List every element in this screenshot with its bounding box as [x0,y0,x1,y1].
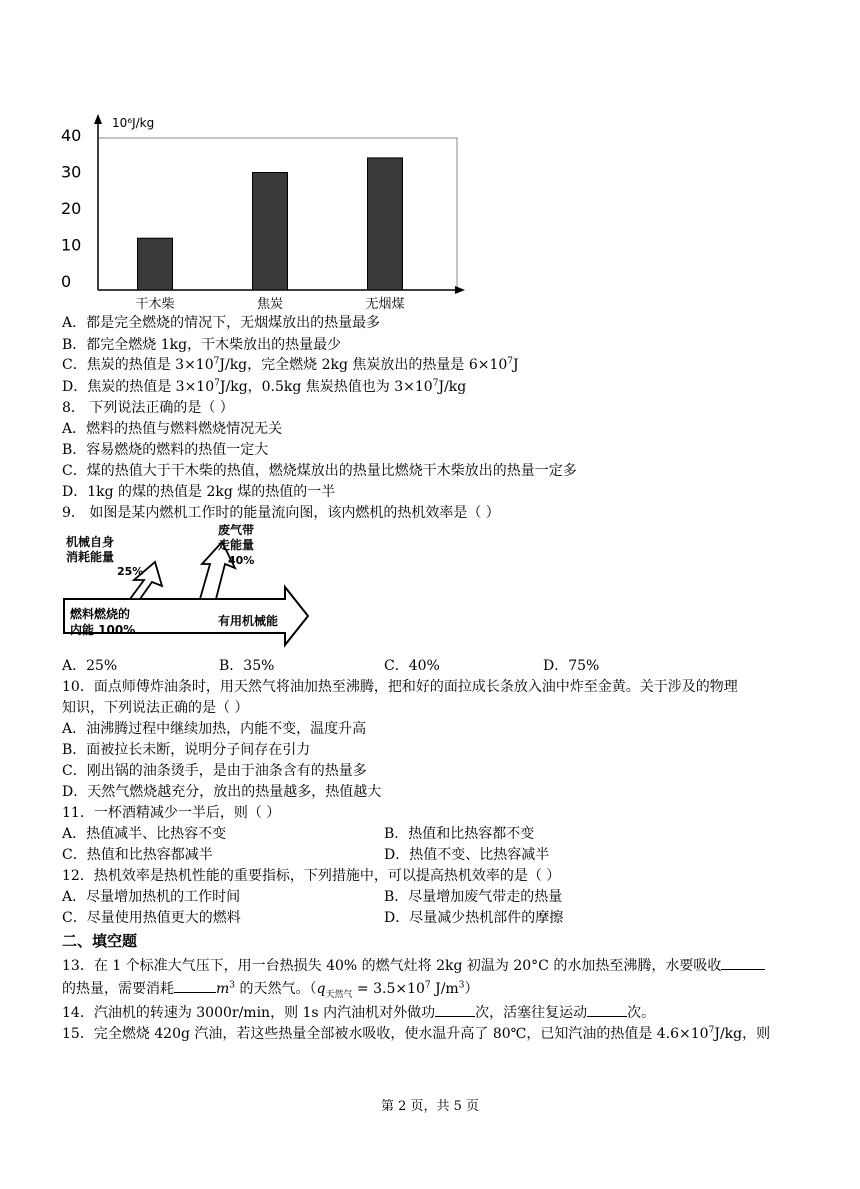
q9-option-b: B．35% [219,658,275,674]
q15-line: 15．完全燃烧 420g 汽油，若这些热量全部被水吸收，使水温升高了 80℃，已知汽油的热值是 $4.6\times 10^7J/kg$，则 [62,1025,771,1042]
q11-option-b: B．热值和比热容都不变 [384,826,535,842]
machine-loss-label-1: 机械自身 [66,535,115,549]
q11-stem: 11．一杯酒精减少一半后，则（ ） [62,805,281,821]
chart-unit-label: 10⁶J/kg [112,116,155,130]
y-tick-label: 0 [61,272,72,291]
y-tick-label: 20 [61,199,82,218]
energy-flow-diagram [60,524,320,659]
q10-option-d: D．天然气燃烧越充分，放出的热量越多，热值越大 [62,784,382,800]
exhaust-label-1: 废气带 [218,524,255,537]
q13-line2: 的热量，需要消耗 $m^3$ 的天然气。（$q_{天然气} = 3.5\times 10^7$ $J/m^3$） [62,978,478,999]
q7-option-c: C．焦炭的热值是 $3\times 10^7J/kg$，完全燃烧 2kg 焦炭放出的热量是 $6\times 10^7J$ [62,356,519,373]
q10-stem-line2: 知识，下列说法正确的是（ ） [62,700,249,716]
q9-option-d: D．75% [543,658,600,674]
q13-line1: 13．在 1 个标准大气压下，用一台热损失 40% 的燃气灶将 2kg 初温为 20°C 的水加热至沸腾，水要吸收 [62,955,765,976]
q7-option-d: D．焦炭的热值是 $3\times 10^7J/kg$，0.5kg 焦炭热值也为 $3\times 10^7J/kg$ [62,378,467,395]
q13-blank-2[interactable] [174,978,216,993]
q10-option-b: B．面被拉长未断，说明分子间存在引力 [62,742,311,758]
q8-stem: 8． 下列说法正确的是（ ） [62,400,234,416]
q11-option-d: D．热值不变、比热容减半 [384,847,550,863]
fuel-label-1: 燃料燃烧的 [70,607,131,621]
q8-option-b: B．容易燃烧的燃料的热值一定大 [62,442,269,458]
q14-blank-2[interactable] [587,1002,627,1017]
bar-3 [368,158,403,290]
fuel-label-2: 内能 100% [70,623,136,637]
q10-option-c: C．刚出锅的油条烫手，是由于油条含有的热量多 [62,763,367,779]
exhaust-percent: 40% [228,554,255,567]
machine-loss-label-2: 消耗能量 [66,550,115,564]
heat-value-bar-chart [55,108,475,313]
page-footer: 第 2 页，共 5 页 [380,1099,480,1114]
chart-y-tick-labels [61,126,81,291]
x-tick-label: 焦炭 [256,297,284,312]
q9-stem: 9． 如图是某内燃机工作时的能量流向图，该内燃机的热机效率是（ ） [62,505,500,521]
q14-line: 14．汽油机的转速为 3000r/min，则 1s 内汽油机对外做功 次，活塞往复运动 次。 [62,1002,655,1023]
useful-energy-label: 有用机械能 [218,614,279,628]
q10-option-a: A．油沸腾过程中继续加热，内能不变，温度升高 [62,721,367,737]
x-tick-label: 干木柴 [135,297,175,312]
q11-option-c: C．热值和比热容都减半 [62,847,213,863]
q14-blank-1[interactable] [435,1002,475,1017]
exhaust-label-2: 走能量 [218,538,255,552]
y-tick-label: 40 [61,126,82,145]
q8-option-a: A．燃料的热值与燃料燃烧情况无关 [62,421,283,437]
y-axis-arrow [94,114,102,124]
machine-loss-percent: 25% [117,565,144,578]
q12-option-c: C．尽量使用热值更大的燃料 [62,910,241,926]
q7-option-a: A．都是完全燃烧的情况下，无烟煤放出的热量最多 [62,315,381,331]
q11-option-a: A．热值减半、比热容不变 [62,826,227,842]
q13-blank-1[interactable] [721,955,765,970]
section-fill-in-title: 二、填空题 [62,932,138,950]
q12-option-d: D．尽量减少热机部件的摩擦 [384,910,564,926]
chart-x-tick-labels [135,296,404,312]
y-tick-label: 10 [61,235,82,255]
bar-2 [253,173,288,291]
x-tick-label: 无烟煤 [365,297,405,312]
chart-bars [138,158,403,290]
q9-option-c: C．40% [384,658,440,674]
bar-1 [138,238,173,290]
y-tick-label: 30 [61,162,82,182]
q7-option-b: B．都完全燃烧 1kg，干木柴放出的热量最少 [62,337,342,353]
q9-option-a: A．25% [62,658,118,674]
x-axis-arrow [455,286,465,294]
q12-stem: 12．热机效率是热机性能的重要指标，下列措施中，可以提高热机效率的是（ ） [62,868,561,884]
q10-stem-line1: 10．面点师傅炸油条时，用天然气将油加热至沸腾，把和好的面拉成长条放入油中炸至金黄。关于涉及的物理 [62,679,738,695]
q8-option-c: C．煤的热值大于干木柴的热值，燃烧煤放出的热量比燃烧干木柴放出的热量一定多 [62,463,577,479]
q8-option-d: D．1kg 的煤的热值是 2kg 煤的热值的一半 [62,484,336,500]
q12-option-b: B．尽量增加废气带走的热量 [384,889,563,905]
q12-option-a: A．尽量增加热机的工作时间 [62,889,241,905]
